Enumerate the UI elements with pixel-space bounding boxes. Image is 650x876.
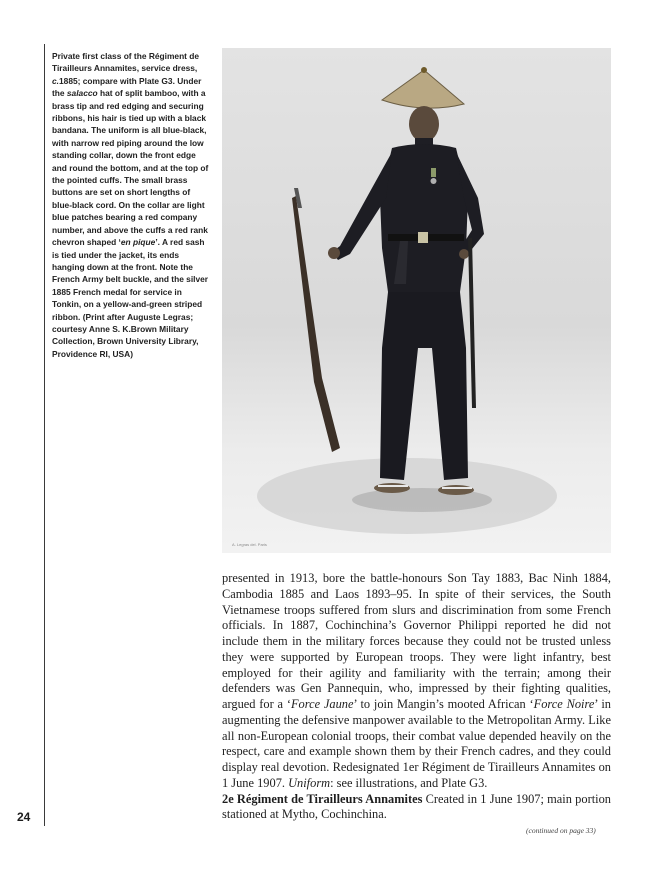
body-text [222,571,611,823]
paragraph-1: presented in 1913, bore the battle-honours Son Tay 1883, Bac Ninh 1884, Cambodia 1885 and Laos 1893–95. In spite of their services, the South Vietnamese troops suffered from slurs and discrimination from some French officials. In 1887, Cochinchina’s Governor Philippi reported he did not include them in the military forces because they could not be trusted unless they were supported by European troops. They were light infantry, best employed for their agility and familiarity with the terrain; among their defenders was Gen Pannequin, who, impressed by their fighting qualities, argued for a ‘Force Jaune’ to join Mangin’s mooted African ‘Force Noire’ in augmenting the defensive manpower available to the Metropolitan Army. Like all non-European colonial troops, their combat value depended heavily on the respect, care and example shown them by their French cadres, and they could display real devotion. Redesignated 1er Régiment de Tirailleurs Annamites on 1 June 1907. Uniform: see illustrations, and Plate G3. [222,571,611,790]
section-heading: 2e Régiment de Tirailleurs Annamites [222,791,423,806]
margin-rule [44,44,45,826]
continued-note: (continued on page 33) [526,826,596,835]
plate-caption: Private first class of the Régiment de Tirailleurs Annamites, service dress, c.1885; compare with Plate G3. Under the salacco hat of split bamboo, with a brass tip and red edging and securing ribbons, his hair is tied up with a black bandana. The uniform is all blue-black, with narrow red piping around the low standing collar, down the front edge and round the bottom, and at the top of the pointed cuffs. The small brass buttons are set on short lengths of blue-black cord. On the collar are light blue patches bearing a red company number, and above the cuffs a red rank chevron shaped ‘en pique’. A red sash is tied under the jacket, its ends hanging down at the front. Note the French Army belt buckle, and the silver 1885 French medal for service in Tonkin, on a yellow-and-green striped ribbon. (Print after Auguste Legras; courtesy Anne S. K.Brown Military Collection, Brown University Library, Providence RI, USA) [52,51,209,359]
page-number: 24 [17,810,31,824]
plate-illustration [222,48,611,553]
plate-signature: A. Legras del. Paris [232,542,267,547]
paragraph-2: 2e Régiment de Tirailleurs Annamites Created in 1 June 1907; main portion stationed at Mytho, Cochinchina. [222,791,611,822]
soldier-figure-illustration [222,48,611,553]
